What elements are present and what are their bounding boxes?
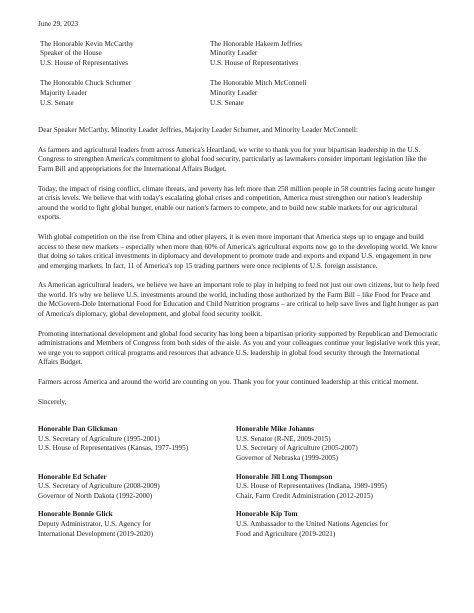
body-paragraph-3: With global competition on the rise from China and other players, it is even more important that America steps up to engage and build access to these new markets – especially when more than 60% of America's agricultural exports now go to the developing world. We know that doing so takes critical investments in diplomacy and development to promote trade and exports and expand U.S. engagement in new and emerging markets. In fact, 11 of America's top 15 trading partners were once recipients of U.S. foreign assistance. [38, 232, 438, 270]
letter-date: June 29, 2023 [38, 20, 79, 28]
body-paragraph-6: Farmers across America and around the world are counting on you. Thank you for your continued leadership at this critical moment. [38, 378, 419, 387]
signer-title: Deputy Administrator, U.S. Agency for [38, 519, 151, 528]
signer-name: Honorable Bonnie Glick [38, 510, 113, 519]
signer-long-thompson [236, 473, 436, 502]
addressee-mccarthy [40, 40, 210, 69]
signer-glick [38, 510, 236, 539]
signer-schafer [38, 473, 236, 502]
signer-title: U.S. House of Representatives (Indiana, 1989-1995) [236, 482, 387, 491]
signer-name: Honorable Kip Tom [236, 510, 298, 519]
signer-title: U.S. Secretary of Agriculture (2008-2009) [38, 482, 160, 491]
addressee-jeffries [210, 40, 380, 69]
addressee-line: The Honorable Chuck Schumer [40, 79, 132, 88]
body-paragraph-4: As American agricultural leaders, we believe we have an important role to play in helping to feed not just our own citizens, but to help feed the world. It's why we believe U.S. investments around the world, including those authorized by the Farm Bill – like Food for Peace and the McGovern-Dole International Food for Education and Child Nutrition programs – are critical to help save lives and fight hunger as part of America's diplomacy, global development, and global food security toolkit. [38, 281, 439, 319]
signer-name: Honorable Ed Schafer [38, 472, 107, 481]
addressee-line: U.S. Senate [40, 98, 74, 107]
signer-title: Governor of Nebraska (1999-2005) [236, 454, 338, 462]
addressee-line: U.S. Senate [210, 98, 244, 107]
signer-title: Governor of North Dakota (1992-2000) [38, 491, 153, 500]
signer-name: Honorable Mike Johanns [236, 425, 314, 434]
signer-title: U.S. Senator (R-NE, 2009-2015) [236, 434, 331, 443]
signer-johanns [236, 425, 436, 463]
addressee-line: Minority Leader [210, 49, 258, 58]
signer-title: U.S. Secretary of Agriculture (2005-2007) [236, 444, 358, 453]
signer-name: Honorable Dan Glickman [38, 425, 118, 434]
addressee-line: Minority Leader [210, 88, 258, 97]
addressee-line: The Honorable Kevin McCarthy [40, 39, 134, 48]
signer-title: U.S. Ambassador to the United Nations Agencies for [236, 519, 388, 528]
signer-tom [236, 510, 436, 539]
closing: Sincerely, [38, 397, 67, 406]
signer-title: U.S. House of Representatives (Kansas, 1977-1995) [38, 444, 189, 453]
addressee-line: The Honorable Mitch McConnell [210, 79, 307, 88]
addressee-line: Majority Leader [40, 88, 87, 97]
signer-title: International Development (2019-2020) [38, 529, 153, 538]
addressee-line: The Honorable Hakeem Jeffries [210, 39, 302, 48]
signer-name: Honorable Jill Long Thompson [236, 472, 333, 481]
signer-glickman [38, 425, 236, 463]
body-paragraph-5: Promoting international development and global food security has long been a bipartisan priority supported by Republican and Democratic administrations and Members of Congress from both sides of the aisle. As you and your colleagues continue your legislative work this year, we urge you to support critical programs and resources that advance U.S. leadership in global food security through the International Affairs Budget. [38, 329, 440, 367]
addressee-line: U.S. House of Representatives [210, 58, 299, 67]
addressee-schumer [40, 79, 210, 108]
addressee-line: U.S. House of Representatives [40, 58, 129, 67]
addressee-line: Speaker of the House [40, 49, 102, 58]
signatory-block [38, 425, 440, 539]
signer-title: Food and Agriculture (2019-2021) [236, 529, 336, 538]
salutation: Dear Speaker McCarthy, Minority Leader Jeffries, Majority Leader Schumer, and Minority Leader McConnell: [38, 126, 358, 135]
addressee-block [40, 40, 440, 109]
signer-title: U.S. Secretary of Agriculture (1995-2001) [38, 434, 160, 443]
body-paragraph-1: As farmers and agricultural leaders from across America's Heartland, we write to thank you for your bipartisan leadership in the U.S. Congress to strengthen America's commitment to global food security, particularly as lawmakers consider important legislation like the Farm Bill and appropriations for the International Affairs Budget. [38, 145, 427, 173]
addressee-mcconnell [210, 79, 380, 108]
body-paragraph-2: Today, the impact of rising conflict, climate threats, and poverty has left more than 258 million people in 58 countries facing acute hunger at crisis levels. We believe that with today's escalating global crises and competition, America must strengthen our nation's leadership around the world to fight global hunger, enable our nation's farmers to compete, and to build new stable markets for our agricultural exports. [38, 184, 435, 222]
signer-title: Chair, Farm Credit Administration (2012-2015) [236, 491, 373, 500]
